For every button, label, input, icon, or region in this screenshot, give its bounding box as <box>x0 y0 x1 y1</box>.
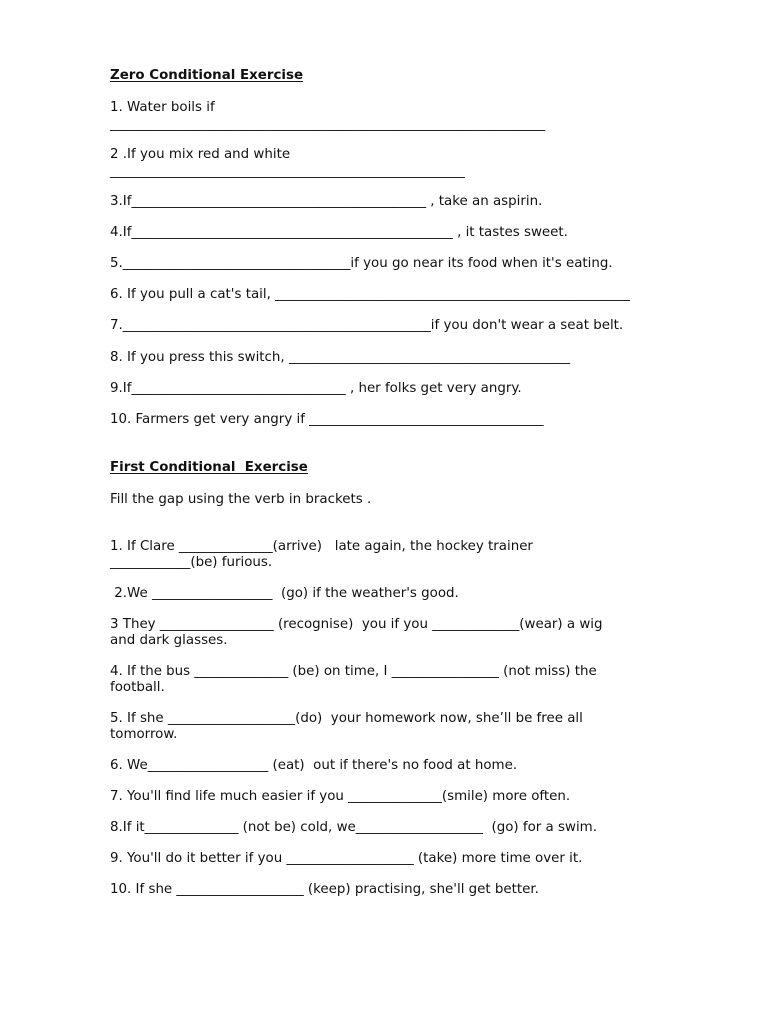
first-conditional-heading: First Conditional Exercise <box>110 460 308 475</box>
zero-item-1-line-1: 1. Water boils if <box>110 100 215 115</box>
first-item-9: 9. You'll do it better if you ___________________ (take) more time over it. <box>110 851 583 866</box>
first-item-4-line-1: 4. If the bus ______________ (be) on time, I ________________ (not miss) the <box>110 664 597 679</box>
first-item-10: 10. If she ___________________ (keep) practising, she'll get better. <box>110 882 539 897</box>
zero-item-3: 3.If____________________________________________ , take an aspirin. <box>110 194 543 209</box>
zero-item-1-line-2: _________________________________________________________________ <box>110 117 546 132</box>
first-item-1-line-1: 1. If Clare ______________(arrive) late again, the hockey trainer <box>110 539 533 554</box>
zero-item-6: 6. If you pull a cat's tail, _____________________________________________________ <box>110 287 630 302</box>
first-item-4-line-2: football. <box>110 680 165 695</box>
zero-item-4: 4.If________________________________________________ , it tastes sweet. <box>110 225 568 240</box>
zero-item-5: 5.__________________________________if you go near its food when it's eating. <box>110 256 613 271</box>
first-item-5-line-2: tomorrow. <box>110 727 178 742</box>
first-item-6: 6. We__________________ (eat) out if there's no food at home. <box>110 758 518 773</box>
first-instruction: Fill the gap using the verb in brackets . <box>110 492 372 507</box>
first-item-2: 2.We __________________ (go) if the weather's good. <box>110 586 459 601</box>
zero-item-10: 10. Farmers get very angry if ___________________________________ <box>110 412 544 427</box>
zero-item-7: 7.______________________________________________if you don't wear a seat belt. <box>110 318 624 333</box>
first-item-8: 8.If it______________ (not be) cold, we___________________ (go) for a swim. <box>110 820 597 835</box>
first-item-7: 7. You'll find life much easier if you ______________(smile) more often. <box>110 789 571 804</box>
zero-item-2-line-2: _____________________________________________________ <box>110 164 465 179</box>
zero-item-9: 9.If________________________________ , her folks get very angry. <box>110 381 522 396</box>
zero-item-8: 8. If you press this switch, __________________________________________ <box>110 350 571 365</box>
first-item-3-line-1: 3 They _________________ (recognise) you if you _____________(wear) a wig <box>110 617 603 632</box>
first-item-3-line-2: and dark glasses. <box>110 633 228 648</box>
zero-conditional-heading: Zero Conditional Exercise <box>110 68 304 83</box>
first-item-1-line-2: ____________(be) furious. <box>110 555 273 570</box>
first-item-5-line-1: 5. If she ___________________(do) your homework now, she’ll be free all <box>110 711 583 726</box>
zero-item-2-line-1: 2 .If you mix red and white <box>110 147 291 162</box>
